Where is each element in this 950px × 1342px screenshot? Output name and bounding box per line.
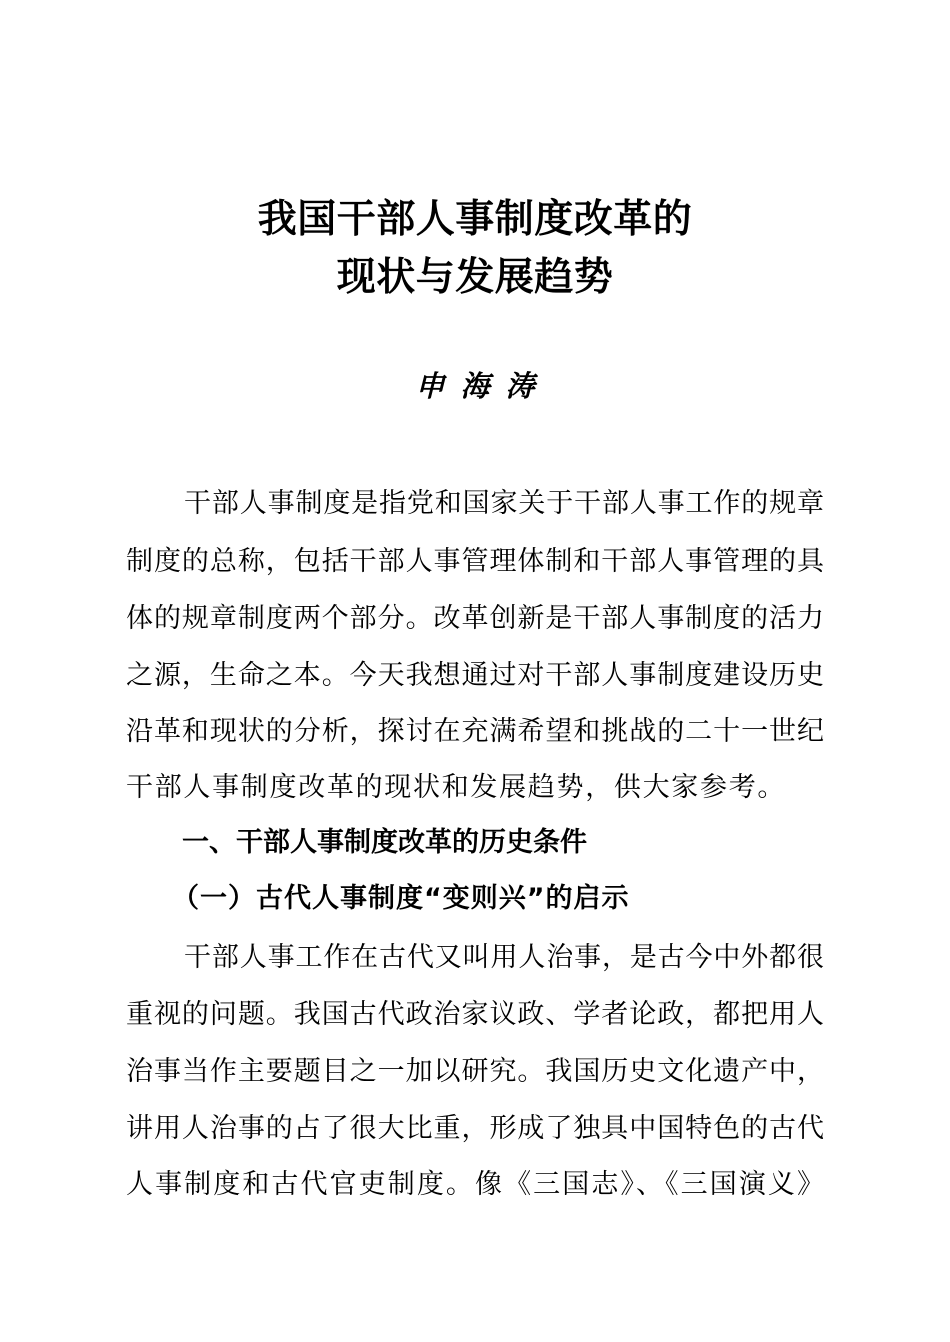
- paragraph-line: 重视的问题。我国古代政治家议政、学者论政，都把用人: [126, 999, 824, 1030]
- paragraph-line: 干部人事制度是指党和国家关于干部人事工作的规章: [184, 488, 824, 519]
- document-title-line-1: 我国干部人事制度改革的: [257, 197, 693, 242]
- paragraph-line: 干部人事制度改革的现状和发展趋势，供大家参考。: [126, 772, 787, 803]
- document-title-line-2: 现状与发展趋势: [336, 255, 614, 300]
- author-name: 申海涛: [415, 369, 551, 403]
- paragraph-line: 制度的总称，包括干部人事管理体制和干部人事管理的具: [126, 546, 824, 577]
- paragraph-line: 讲用人治事的占了很大比重，形成了独具中国特色的古代: [126, 1113, 824, 1144]
- paragraph-line: 治事当作主要题目之一加以研究。我国历史文化遗产中，: [126, 1056, 824, 1087]
- paragraph-line: 体的规章制度两个部分。改革创新是干部人事制度的活力: [126, 603, 824, 634]
- subsection-heading: （一）古代人事制度“变则兴”的启示: [172, 883, 630, 914]
- paragraph-line: 沿革和现状的分析，探讨在充满希望和挑战的二十一世纪: [126, 716, 824, 747]
- paragraph-line: 之源，生命之本。今天我想通过对干部人事制度建设历史: [126, 660, 824, 691]
- section-heading: 一、干部人事制度改革的历史条件: [182, 827, 587, 858]
- paragraph-line: 干部人事工作在古代又叫用人治事，是古今中外都很: [184, 942, 824, 973]
- paragraph-line: 人事制度和古代官吏制度。像《三国志》、《三国演义》: [126, 1169, 824, 1200]
